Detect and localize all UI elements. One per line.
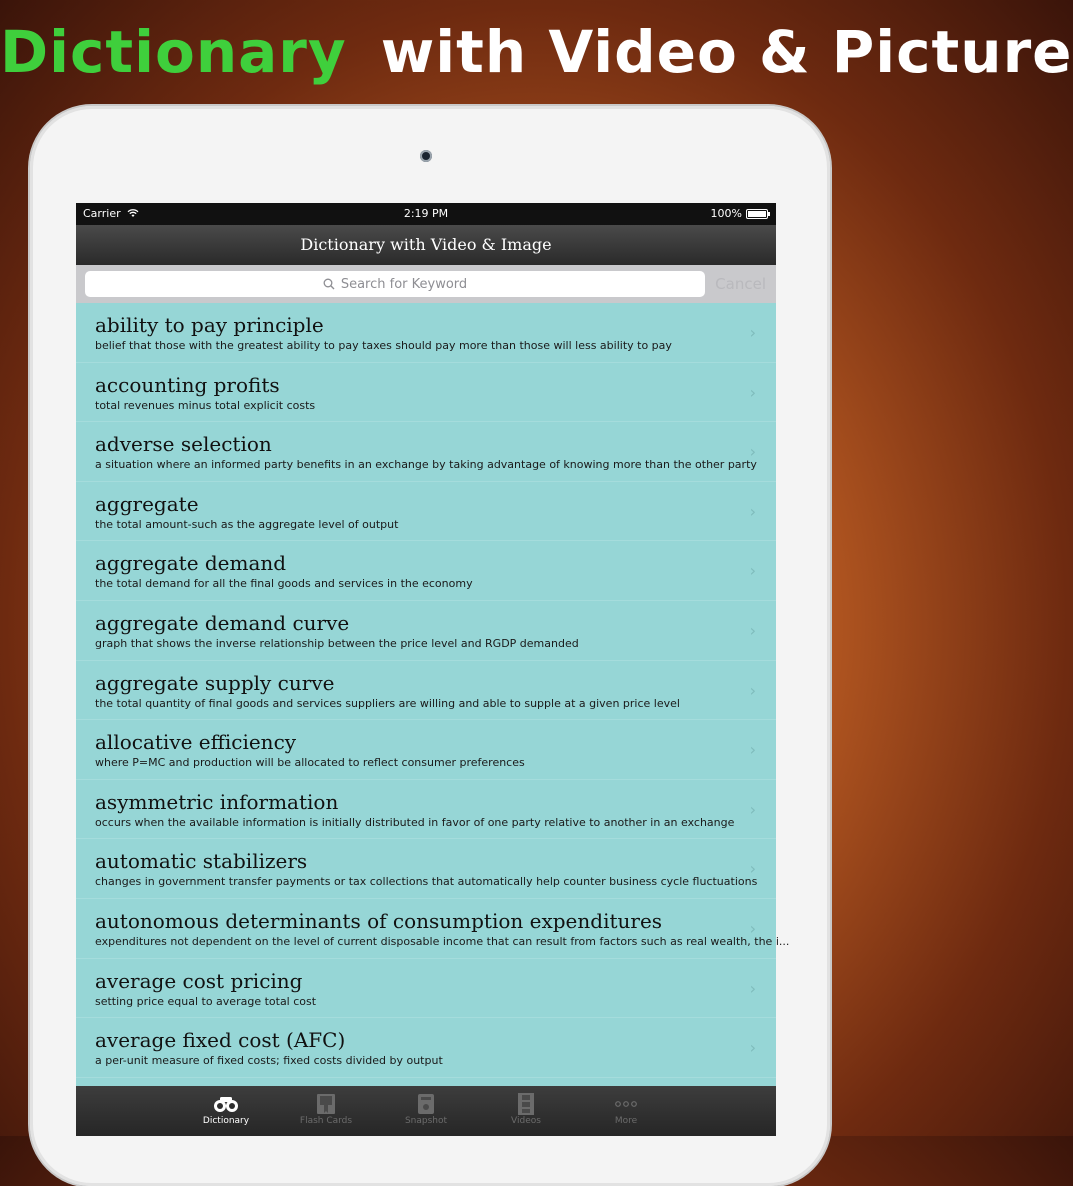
entry-definition: a situation where an informed party benefits in an exchange by taking advantage of knowing more than the other party [95, 458, 757, 472]
search-placeholder: Search for Keyword [340, 276, 468, 292]
entry-term: average fixed cost (AFC) [95, 1028, 346, 1053]
entry-term: adverse selection [95, 432, 272, 457]
entry-definition: graph that shows the inverse relationship between the price level and RGDP demanded [95, 636, 579, 650]
snapshot-icon [416, 1093, 436, 1115]
tab-flash-cards[interactable] [276, 1086, 376, 1136]
tab-snapshot[interactable] [376, 1086, 476, 1136]
chevron-right-icon: › [749, 323, 756, 342]
nav-title: Dictionary with Video & Image [76, 225, 776, 265]
entry-term: accounting profits [95, 372, 280, 397]
tab-bar [76, 1086, 776, 1136]
promo-title-white: with Video & Picture [380, 18, 1073, 86]
entry-term: asymmetric information [95, 789, 339, 814]
chevron-right-icon: › [749, 382, 756, 402]
list-item[interactable] [76, 601, 776, 661]
promo-title [0, 18, 1073, 86]
entry-term: aggregate [95, 491, 199, 516]
chevron-right-icon: › [749, 740, 756, 760]
entry-definition: the total amount-such as the aggregate level of output [95, 517, 399, 531]
battery-indicator [711, 203, 768, 225]
entry-definition: occurs when the available information is initially distributed in favor of one party relative to another in an exchange [95, 815, 735, 829]
entry-term: aggregate supply curve [95, 670, 335, 695]
tab-more[interactable] [576, 1086, 676, 1136]
list-item[interactable] [76, 541, 776, 601]
cancel-button[interactable]: Cancel [715, 275, 766, 293]
list-item[interactable] [76, 839, 776, 899]
list-item[interactable] [76, 1018, 776, 1078]
entry-definition: where P=MC and production will be allocated to reflect consumer preferences [95, 756, 525, 770]
more-dots-icon [614, 1100, 638, 1108]
status-bar [76, 203, 776, 225]
chevron-right-icon: › [749, 918, 756, 938]
entry-definition: belief that those with the greatest ability to pay taxes should pay more than those will less ability to pay [95, 339, 672, 352]
device-screen [76, 203, 790, 1136]
chevron-right-icon: › [749, 859, 756, 879]
chevron-right-icon: › [749, 978, 756, 998]
tab-videos[interactable] [476, 1086, 576, 1136]
tab-label: Snapshot [404, 1116, 448, 1126]
search-input[interactable] [85, 271, 705, 297]
binoculars-icon [213, 1095, 239, 1113]
entry-definition: setting price equal to average total cost [95, 994, 317, 1008]
tab-label: Flash Cards [299, 1116, 353, 1126]
entry-definition: the total quantity of final goods and services suppliers are willing and able to supple at a given price level [95, 696, 680, 710]
entry-definition: a per-unit measure of fixed costs; fixed costs divided by output [95, 1054, 443, 1068]
chevron-right-icon: › [749, 1038, 756, 1058]
list-item[interactable] [76, 661, 776, 721]
list-item[interactable] [76, 363, 776, 423]
chevron-right-icon: › [749, 620, 756, 640]
film-icon [517, 1092, 535, 1116]
entry-term: autonomous determinants of consumption expenditures [95, 908, 663, 933]
entry-definition: expenditures not dependent on the level of current disposable income that can result from factors such as real wealth, the i... [95, 934, 790, 948]
entry-term: ability to pay principle [95, 313, 324, 337]
list-item[interactable] [76, 303, 776, 363]
battery-icon [746, 209, 768, 219]
chevron-right-icon: › [749, 442, 756, 462]
status-time: 2:19 PM [403, 207, 449, 220]
search-bar [76, 265, 776, 303]
battery-percent: 100% [710, 207, 742, 220]
camera-icon [420, 150, 432, 162]
chevron-right-icon: › [749, 799, 756, 819]
entry-term: aggregate demand [95, 551, 287, 576]
chevron-right-icon: › [749, 501, 756, 521]
tab-label: Videos [511, 1116, 541, 1126]
list-item[interactable] [76, 959, 776, 1019]
tab-dictionary[interactable] [176, 1086, 276, 1136]
carrier-label: Carrier [83, 203, 139, 225]
entry-definition: the total demand for all the final goods and services in the economy [95, 577, 473, 591]
entry-term: aggregate demand curve [95, 610, 350, 635]
entry-definition: total revenues minus total explicit costs [95, 398, 316, 412]
promo-title-green: Dictionary [0, 18, 347, 86]
entry-term: allocative efficiency [95, 730, 297, 755]
flash-cards-icon [316, 1093, 336, 1115]
tab-label: Dictionary [202, 1116, 250, 1126]
entry-definition: changes in government transfer payments or tax collections that automatically help counter business cycle fluctuations [95, 875, 758, 889]
list-item[interactable] [76, 422, 776, 482]
search-icon [323, 278, 335, 290]
entry-term: automatic stabilizers [95, 849, 308, 874]
chevron-right-icon: › [749, 680, 756, 700]
list-item[interactable] [76, 720, 776, 780]
list-item[interactable] [76, 780, 776, 840]
tab-label: More [614, 1116, 638, 1126]
chevron-right-icon: › [749, 561, 756, 581]
entry-term: average cost pricing [95, 968, 303, 993]
list-item[interactable] [76, 899, 790, 959]
dictionary-list [76, 303, 790, 1086]
list-item[interactable] [76, 482, 776, 542]
